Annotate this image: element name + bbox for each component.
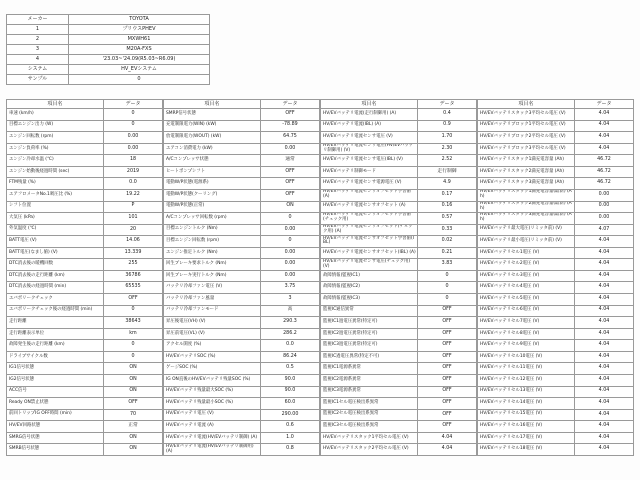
item-data-cell: 0.00 <box>575 213 634 225</box>
item-name-cell: HV/EVバッテリ電流(IBL) (A) <box>321 121 418 133</box>
item-name-cell: A/Cコンプレッサ回転数 (rpm) <box>164 213 261 225</box>
column-header-data: データ <box>418 100 477 109</box>
item-data-cell: 0.00 <box>104 144 163 156</box>
info-value-cell: TOYOTA <box>69 15 210 25</box>
item-data-cell: OFF <box>104 398 163 410</box>
item-data-cell: 0 <box>418 282 477 294</box>
item-data-cell: 46.72 <box>575 167 634 179</box>
item-data-cell: 4.04 <box>575 363 634 375</box>
item-data-cell: ON <box>104 387 163 399</box>
item-name-cell: HV/EVバッテリスタック1満充電容量(最新) (Ah) <box>478 190 575 202</box>
item-data-cell: 90.0 <box>261 387 320 399</box>
item-data-cell: 0.0 <box>104 178 163 190</box>
item-data-cell: 4.04 <box>575 410 634 422</box>
item-name-cell: HV/EVバッテリ電流センサオフセット学習値 (A) <box>321 190 418 202</box>
column-header-data: データ <box>261 100 320 109</box>
item-data-cell: 65535 <box>104 282 163 294</box>
item-data-cell: 18 <box>104 155 163 167</box>
item-name-cell: エンジン回転数 (rpm) <box>7 132 104 144</box>
item-name-cell: HV/EVバッテリブロック3平均セル電圧 (V) <box>478 144 575 156</box>
info-label-cell: メーカー <box>7 15 69 25</box>
item-data-cell: 286.2 <box>261 329 320 341</box>
item-name-cell: ドライブサイクル数 <box>7 352 104 364</box>
item-data-cell: 4.04 <box>575 329 634 341</box>
item-name-cell: エンジン冷却水温 (℃) <box>7 155 104 167</box>
item-name-cell: 昇圧後電圧(VH) (V) <box>164 317 261 329</box>
item-name-cell: HV/EVバッテリSOC (%) <box>164 352 261 364</box>
item-data-cell: 4.04 <box>575 259 634 271</box>
item-data-cell: ON <box>104 444 163 456</box>
item-data-cell: 0.00 <box>104 132 163 144</box>
item-name-cell: DTC消去後の経過時間 (min) <box>7 282 104 294</box>
item-data-cell: OFF <box>418 363 477 375</box>
item-name-cell: 目標エンジントルク (Nm) <box>164 225 261 237</box>
item-name-cell: エアフロメータNo.1吸圧比 (%) <box>7 190 104 202</box>
item-data-cell: 0.00 <box>261 248 320 260</box>
item-data-cell: 0 <box>104 352 163 364</box>
item-data-cell: 0.57 <box>418 213 477 225</box>
item-data-cell: 0.8 <box>261 444 320 456</box>
item-name-cell: HV/EVバッテリ残量最小SOC (%) <box>164 398 261 410</box>
item-data-cell: 255 <box>104 259 163 271</box>
item-name-cell: IG ON直後のHV/EVバッテリ残量SOC (%) <box>164 375 261 387</box>
item-name-cell: HV/EVバッテリ電流センサ電源電圧 (V) <box>321 178 418 190</box>
item-name-cell: HV/EVバッテリセル17電圧 (V) <box>478 433 575 445</box>
info-label-cell: システム <box>7 65 69 75</box>
item-data-cell: 4.04 <box>575 421 634 433</box>
item-data-cell: 0.21 <box>418 248 477 260</box>
item-name-cell: DTC消去後の走行距離 (km) <box>7 271 104 283</box>
item-data-cell: 0 <box>104 306 163 318</box>
item-data-cell: ON <box>261 202 320 214</box>
info-value-cell: M20A-FXS <box>69 45 210 55</box>
item-data-cell: OFF <box>418 317 477 329</box>
item-name-cell: 監視IC3電源系異常 <box>321 387 418 399</box>
item-name-cell: 走行距離 <box>7 317 104 329</box>
item-name-cell: エバポリークチェック <box>7 294 104 306</box>
item-name-cell: HV/EVバッテリセル4電圧 (V) <box>478 282 575 294</box>
item-name-cell: HV/EVバッテリ電流センサオフセット学習値(IBL) <box>321 236 418 248</box>
item-data-cell: 4.04 <box>418 444 477 456</box>
column-header-item-name: 項目名 <box>164 100 261 109</box>
item-data-cell: 0.9 <box>418 121 477 133</box>
item-data-cell: OFF <box>261 190 320 202</box>
item-data-cell: ON <box>104 433 163 445</box>
info-value-cell: 0 <box>69 75 210 85</box>
item-data-cell: 70 <box>104 410 163 422</box>
item-name-cell: 監視IC1過電圧異常(特定可) <box>321 317 418 329</box>
item-name-cell: HV/EVバッテリセル16電圧 (V) <box>478 421 575 433</box>
item-name-cell: 故障情報(監視IC3) <box>321 294 418 306</box>
item-name-cell: HV/EVバッテリセル9電圧 (V) <box>478 340 575 352</box>
item-data-cell: 0.5 <box>261 363 320 375</box>
item-name-cell: HV/EVバッテリスタック2満充電容量 (Ah) <box>478 167 575 179</box>
info-label-cell: 3 <box>7 45 69 55</box>
item-name-cell: 監視IC通信異常 <box>321 306 418 318</box>
item-name-cell: HV/EVバッテリセル10電圧 (V) <box>478 352 575 364</box>
item-name-cell: ACC信号 <box>7 387 104 399</box>
item-name-cell: HV/EVバッテリセル7電圧 (V) <box>478 317 575 329</box>
item-name-cell: HV/EVバッテリ電流 (A) <box>164 421 261 433</box>
info-value-cell: HV_EVシステム <box>69 65 210 75</box>
item-name-cell: 監視IC1電源系異常 <box>321 363 418 375</box>
item-name-cell: 電動W/P状態(正常) <box>164 202 261 214</box>
item-name-cell: SMRG信号状態 <box>7 433 104 445</box>
item-data-cell: 36786 <box>104 271 163 283</box>
item-name-cell: 故障情報(監視IC2) <box>321 282 418 294</box>
item-data-cell: OFF <box>418 410 477 422</box>
item-name-cell: HV/EVバッテリセル11電圧 (V) <box>478 363 575 375</box>
item-name-cell: 監視IC1セル電圧検出系異常 <box>321 398 418 410</box>
item-name-cell: HV/EVバッテリスタック1満充電容量 (Ah) <box>478 155 575 167</box>
item-data-cell: OFF <box>261 178 320 190</box>
item-data-cell: 0.02 <box>418 236 477 248</box>
item-name-cell: IG2信号状態 <box>7 375 104 387</box>
item-data-cell: 290.00 <box>261 410 320 422</box>
item-name-cell: HV/EVバッテリセル3電圧 (V) <box>478 271 575 283</box>
item-name-cell: HV/EVバッテリ電流センサオフセット学習値(チェック用) <box>321 213 418 225</box>
item-name-cell: 監視IC過電圧異常(特定不可) <box>321 352 418 364</box>
item-data-cell: 90.0 <box>261 375 320 387</box>
item-name-cell: A/Cコンプレッサ状態 <box>164 155 261 167</box>
item-name-cell: アクセル開度 (%) <box>164 340 261 352</box>
item-data-cell: OFF <box>418 421 477 433</box>
item-data-cell: 4.04 <box>575 387 634 399</box>
item-name-cell: HV/EVバッテリ電流センサ電圧(チェック用) (V) <box>321 259 418 271</box>
item-data-cell: 64.75 <box>261 132 320 144</box>
item-data-cell: 4.04 <box>575 271 634 283</box>
item-data-cell: 4.04 <box>418 433 477 445</box>
vehicle-info-table <box>6 14 210 85</box>
item-data-cell: 0 <box>261 236 320 248</box>
item-name-cell: ヒートポンプシフト <box>164 167 261 179</box>
item-name-cell: 外気温度 (℃) <box>7 225 104 237</box>
item-name-cell: HV/EVバッテリセル14電圧 (V) <box>478 398 575 410</box>
item-data-cell: 0.6 <box>261 421 320 433</box>
item-name-cell: HV/EVバッテリブロック2平均セル電圧 (V) <box>478 132 575 144</box>
item-data-cell: 0 <box>418 294 477 306</box>
item-name-cell: HV/EVバッテリ電流センサオフセット(チェック用) (A) <box>321 225 418 237</box>
item-name-cell: HV/EVバッテリセル8電圧 (V) <box>478 329 575 341</box>
item-name-cell: 目標エンジン回転数 (rpm) <box>164 236 261 248</box>
column-header-item-name: 項目名 <box>478 100 575 109</box>
item-data-cell: OFF <box>418 352 477 364</box>
item-data-cell: 4.04 <box>575 317 634 329</box>
info-value-cell: '23.03~'24.09(R5.03~R6.09) <box>69 55 210 65</box>
column-header-data: データ <box>104 100 163 109</box>
item-name-cell: 走行距離表示単位 <box>7 329 104 341</box>
item-data-cell: 0.0 <box>261 340 320 352</box>
item-data-cell: 0.00 <box>575 190 634 202</box>
item-data-cell: 4.04 <box>575 236 634 248</box>
item-data-cell: OFF <box>418 329 477 341</box>
item-name-cell: 回生ブレーキ実行トルク (Nm) <box>164 271 261 283</box>
item-name-cell: HV/EVバッテリブロック1平均セル電圧 (V) <box>478 121 575 133</box>
item-name-cell: HV/EVバッテリ最大電圧(リミッタ前) (V) <box>478 225 575 237</box>
item-name-cell: 監視IC3過電圧異常(特定可) <box>321 340 418 352</box>
item-name-cell: ゲージSOC (%) <box>164 363 261 375</box>
item-data-cell: OFF <box>418 340 477 352</box>
item-name-cell: HV/EVバッテリ最小電圧(リミッタ前) (V) <box>478 236 575 248</box>
item-name-cell: HV/EVバッテリセル18電圧 (V) <box>478 444 575 456</box>
item-name-cell: BATT電圧 (V) <box>7 236 104 248</box>
item-name-cell: IG1信号状態 <box>7 363 104 375</box>
item-data-cell: 19.22 <box>104 190 163 202</box>
item-data-cell: 46.72 <box>575 178 634 190</box>
item-name-cell: エンジン推定トルク (Nm) <box>164 248 261 260</box>
data-column <box>163 99 320 456</box>
item-name-cell: 故障発生後の走行距離 (km) <box>7 340 104 352</box>
item-name-cell: HV/EVバッテリセル1電圧 (V) <box>478 248 575 260</box>
info-value-cell: プリウスPHEV <box>69 25 210 35</box>
item-data-cell: 101 <box>104 213 163 225</box>
item-data-cell: 4.04 <box>575 398 634 410</box>
item-data-cell: 1.0 <box>261 433 320 445</box>
item-name-cell: HV/EVバッテリ電流センサ電圧 (V) <box>321 132 418 144</box>
item-name-cell: 放電制限電力(WOUT) (kW) <box>164 132 261 144</box>
data-column <box>6 99 163 456</box>
item-name-cell: 故障情報(監視IC1) <box>321 271 418 283</box>
item-name-cell: HV/EVバッテリ電流(HV/EVバッテリ制御用) (A) <box>164 444 261 456</box>
item-name-cell: DTC消去後の暖機回数 <box>7 259 104 271</box>
item-data-cell: 高 <box>261 306 320 318</box>
item-name-cell: 監視IC2過電圧異常(特定可) <box>321 329 418 341</box>
item-data-cell: 4.04 <box>575 444 634 456</box>
item-name-cell: 前回トリップIG OFF時間 (min) <box>7 410 104 422</box>
item-name-cell: HV/EVバッテリ残量最大SOC (%) <box>164 387 261 399</box>
item-name-cell: HV/EVバッテリスタック3満充電容量(最新) (Ah) <box>478 213 575 225</box>
item-data-cell: 0 <box>261 213 320 225</box>
item-data-cell: ON <box>104 363 163 375</box>
info-label-cell: 2 <box>7 35 69 45</box>
item-data-cell: 4.07 <box>575 225 634 237</box>
item-name-cell: エバポリークチェック後の経過時間 (min) <box>7 306 104 318</box>
item-name-cell: HV/EVバッテリスタック2平均セル電圧 (V) <box>321 444 418 456</box>
item-name-cell: FTM残量 (%) <box>7 178 104 190</box>
data-column <box>477 99 634 456</box>
item-name-cell: HV/EVバッテリスタック2満充電容量(最新) (Ah) <box>478 202 575 214</box>
item-name-cell: HV/EVバッテリ電流(HV/EVバッテリ制御) (A) <box>164 433 261 445</box>
item-data-cell: 13.339 <box>104 248 163 260</box>
item-data-cell: 86.24 <box>261 352 320 364</box>
info-label-cell: サンプル <box>7 75 69 85</box>
item-data-cell: 4.04 <box>575 248 634 260</box>
item-data-cell: 0.00 <box>261 225 320 237</box>
item-name-cell: バッテリ冷却ファン電圧 (V) <box>164 282 261 294</box>
item-data-cell: P <box>104 202 163 214</box>
data-column <box>320 99 477 456</box>
item-name-cell: 監視IC3セル電圧検出系異常 <box>321 421 418 433</box>
item-name-cell: Ready ON禁止状態 <box>7 398 104 410</box>
item-name-cell: HV/EVバッテリセル5電圧 (V) <box>478 294 575 306</box>
item-data-cell: 14.06 <box>104 236 163 248</box>
item-data-cell: 38643 <box>104 317 163 329</box>
item-name-cell: HV/EVバッテリセル13電圧 (V) <box>478 387 575 399</box>
item-name-cell: SMRB信号状態 <box>7 444 104 456</box>
item-name-cell: バッテリ冷却ファンモード <box>164 306 261 318</box>
item-name-cell: バッテリ冷却ファン風量 <box>164 294 261 306</box>
item-data-cell: 0 <box>418 271 477 283</box>
item-name-cell: 電動W/P状態(電源系) <box>164 178 261 190</box>
item-name-cell: 昇圧前電圧(VL) (V) <box>164 329 261 341</box>
item-name-cell: 目標エンジン出力 (W) <box>7 121 104 133</box>
item-data-cell: 4.04 <box>575 306 634 318</box>
item-data-cell: 0 <box>104 109 163 121</box>
item-data-cell: 0.00 <box>261 271 320 283</box>
item-data-cell: 通常 <box>261 155 320 167</box>
item-name-cell: エンジン始動後経過時間 (sec) <box>7 167 104 179</box>
item-data-cell: 正常 <box>104 421 163 433</box>
item-data-cell: 0 <box>104 121 163 133</box>
item-data-cell: OFF <box>261 109 320 121</box>
item-name-cell: 回生ブレーキ要求トルク (Nm) <box>164 259 261 271</box>
item-name-cell: HV/EVバッテリ電流(走行制御用) (A) <box>321 109 418 121</box>
item-name-cell: 監視IC2電源系異常 <box>321 375 418 387</box>
item-name-cell: HV/EVバッテリ電圧 (V) <box>164 410 261 422</box>
item-data-cell: 4.04 <box>575 340 634 352</box>
item-data-cell: 0.17 <box>418 190 477 202</box>
info-value-cell: MXWH61 <box>69 35 210 45</box>
item-data-cell: 1.70 <box>418 132 477 144</box>
item-data-cell: 2.52 <box>418 155 477 167</box>
item-name-cell: HV/EVバッテリスタック3満充電容量 (Ah) <box>478 178 575 190</box>
item-data-cell: OFF <box>418 387 477 399</box>
item-name-cell: HV/EVバッテリ電流センサ電圧(HV/EVバッテリ制御用) (V) <box>321 144 418 156</box>
item-data-cell: 4.04 <box>575 144 634 156</box>
column-header-item-name: 項目名 <box>7 100 104 109</box>
item-data-cell: km <box>104 329 163 341</box>
item-data-cell: 20 <box>104 225 163 237</box>
item-name-cell: HV/EVバッテリセル12電圧 (V) <box>478 375 575 387</box>
item-name-cell: HV/EVバッテリ電流センサオフセット (A) <box>321 202 418 214</box>
item-data-cell: 0.00 <box>261 144 320 156</box>
item-name-cell: 電動W/P状態(クーリング) <box>164 190 261 202</box>
item-name-cell: 車速 (km/h) <box>7 109 104 121</box>
item-data-cell: 4.04 <box>575 132 634 144</box>
item-data-cell: OFF <box>418 375 477 387</box>
item-data-cell: 4.04 <box>575 121 634 133</box>
item-name-cell: 大気圧 (kPa) <box>7 213 104 225</box>
item-name-cell: HV/EVバッテリ電流センサ電圧(IBL) (V) <box>321 155 418 167</box>
item-name-cell: 充電制限電力(WIN) (kW) <box>164 121 261 133</box>
item-name-cell: HV/EVバッテリセル2電圧 (V) <box>478 259 575 271</box>
info-label-cell: 1 <box>7 25 69 35</box>
item-data-cell: OFF <box>261 167 320 179</box>
item-data-cell: 2019 <box>104 167 163 179</box>
item-data-cell: OFF <box>418 398 477 410</box>
item-name-cell: BATT電圧(なまし値) (V) <box>7 248 104 260</box>
item-data-cell: 290.3 <box>261 317 320 329</box>
item-data-cell: 走行制御 <box>418 167 477 179</box>
info-label-cell: 4 <box>7 55 69 65</box>
column-header-data: データ <box>575 100 634 109</box>
item-name-cell: 監視IC2セル電圧検出系異常 <box>321 410 418 422</box>
item-data-cell: -78.89 <box>261 121 320 133</box>
item-name-cell: エアコン消費電力 (kW) <box>164 144 261 156</box>
item-data-cell: 0 <box>104 340 163 352</box>
item-name-cell: エンジン負荷率 (%) <box>7 144 104 156</box>
item-data-cell: 4.04 <box>575 109 634 121</box>
item-data-cell: 60.0 <box>261 398 320 410</box>
item-data-cell: 4.04 <box>575 294 634 306</box>
item-data-cell: 0.00 <box>575 202 634 214</box>
item-data-cell: 0.33 <box>418 225 477 237</box>
item-data-cell: ON <box>104 375 163 387</box>
item-data-cell: 0.16 <box>418 202 477 214</box>
item-data-cell: 3 <box>261 294 320 306</box>
item-name-cell: HV/EVバッテリスタック3平均セル電圧 (V) <box>478 109 575 121</box>
item-name-cell: SMRP信号状態 <box>164 109 261 121</box>
column-header-item-name: 項目名 <box>321 100 418 109</box>
item-data-cell: 4.04 <box>575 282 634 294</box>
item-name-cell: HV/EVバッテリスタック1平均セル電圧 (V) <box>321 433 418 445</box>
item-data-cell: OFF <box>104 294 163 306</box>
data-list-table <box>6 99 634 456</box>
item-data-cell: 2.30 <box>418 144 477 156</box>
item-data-cell: 3.75 <box>261 282 320 294</box>
item-data-cell: 0.00 <box>261 259 320 271</box>
item-data-cell: 4.04 <box>575 352 634 364</box>
item-data-cell: OFF <box>418 306 477 318</box>
item-data-cell: 46.72 <box>575 155 634 167</box>
item-data-cell: 0.4 <box>418 109 477 121</box>
item-data-cell: 4.04 <box>575 375 634 387</box>
item-data-cell: 4.9 <box>418 178 477 190</box>
item-name-cell: HV/EVバッテリセル15電圧 (V) <box>478 410 575 422</box>
item-name-cell: シフト位置 <box>7 202 104 214</box>
item-data-cell: 3.83 <box>418 259 477 271</box>
item-name-cell: HV/EVバッテリ電流センサオフセット(IBL) (A) <box>321 248 418 260</box>
item-name-cell: HV/EV回路状態 <box>7 421 104 433</box>
item-name-cell: HV/EVバッテリセル6電圧 (V) <box>478 306 575 318</box>
item-name-cell: HV/EVバッテリ制御モード <box>321 167 418 179</box>
item-data-cell: 4.04 <box>575 433 634 445</box>
